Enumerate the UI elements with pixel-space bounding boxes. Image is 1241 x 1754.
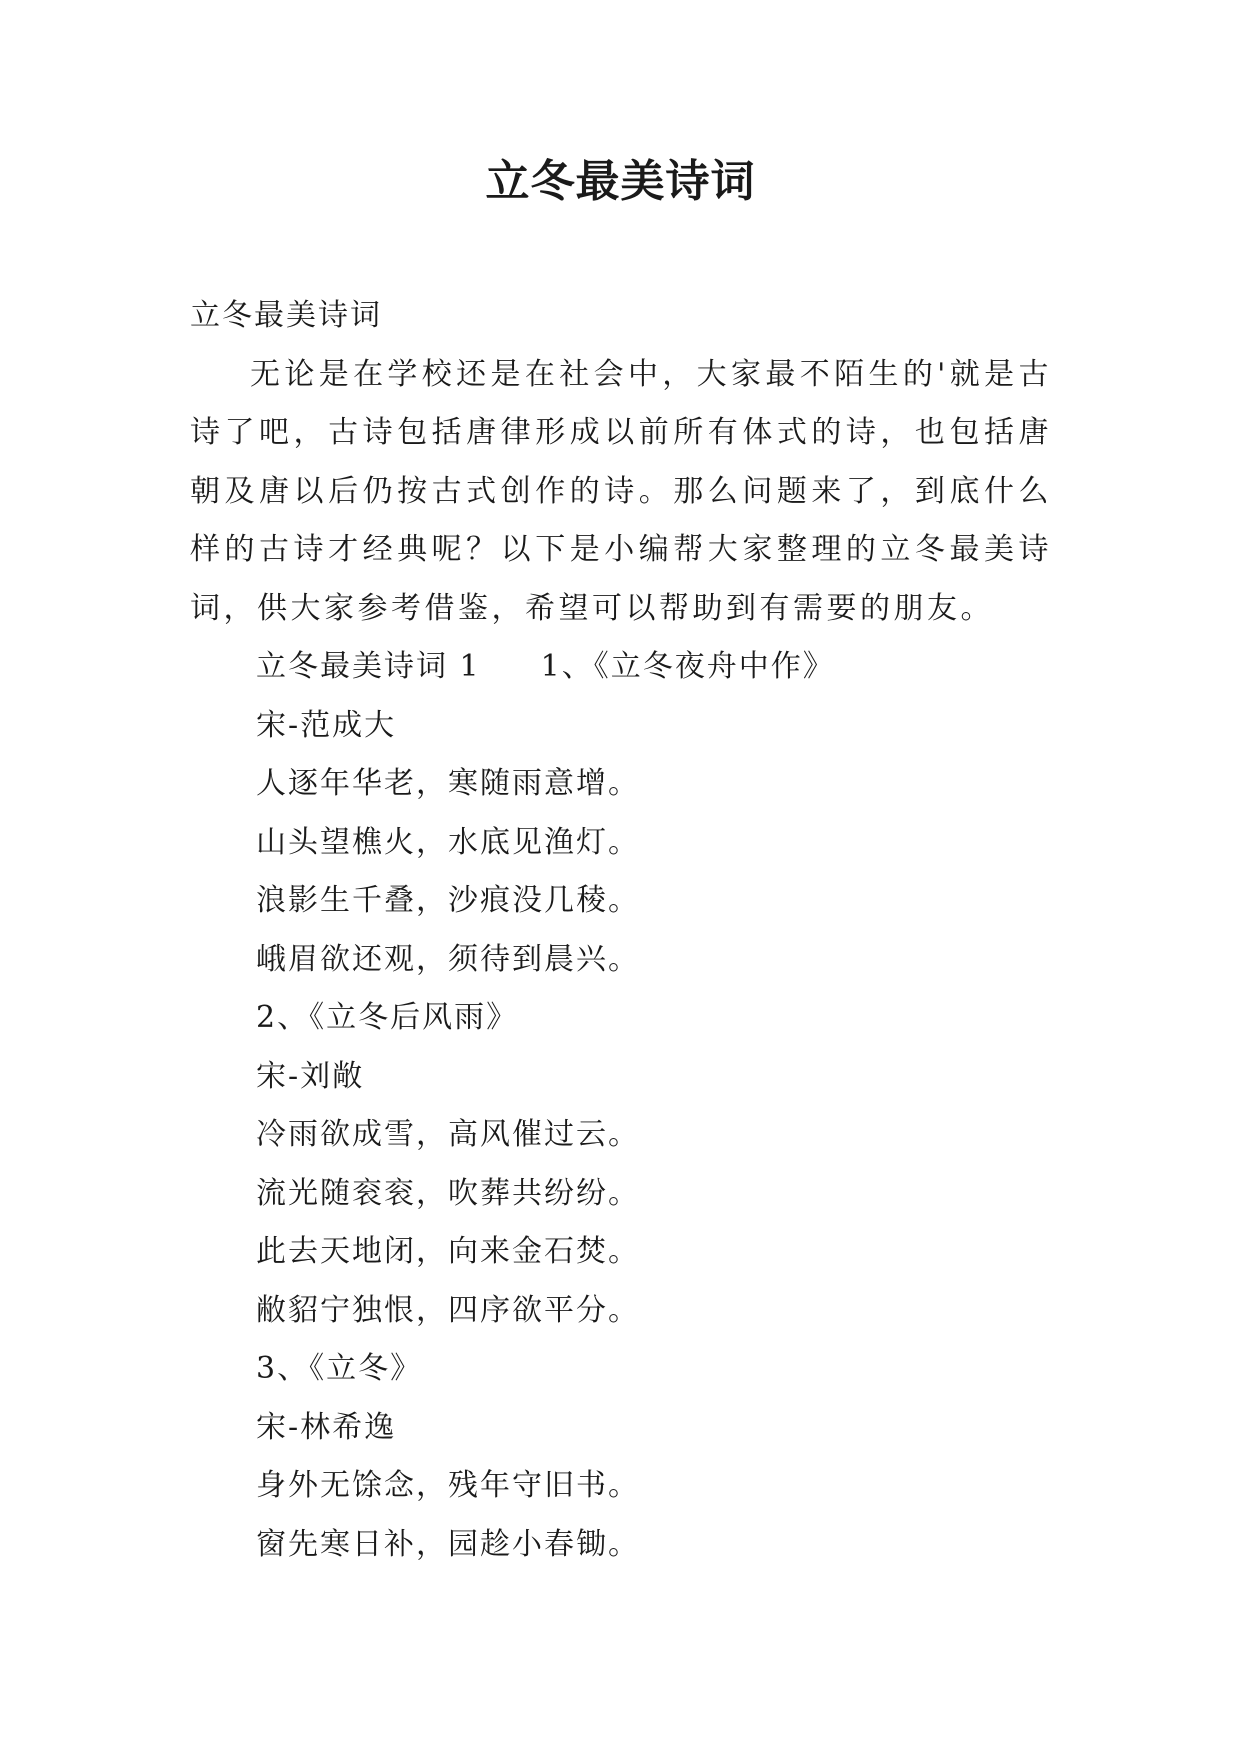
- poem-1-line: 山头望樵火，水底见渔灯。: [256, 824, 640, 860]
- poem-1-line: 浪影生千叠，沙痕没几稜。: [256, 883, 640, 918]
- poem-1-title: 1、《立冬夜舟中作》: [540, 649, 835, 684]
- poem-3-line: 身外无馀念，残年守旧书。: [256, 1468, 640, 1503]
- poem-3-title: 3、《立冬》: [256, 1351, 423, 1386]
- poem-2-line: 此去天地闭，向来金石焚。: [256, 1234, 640, 1269]
- poem-1-line: 峨眉欲还观，须待到晨兴。: [256, 941, 640, 977]
- poem-2-line: 敝貂宁独恨，四序欲平分。: [256, 1292, 640, 1328]
- poem-3-line: 窗先寒日补，园趁小春锄。: [256, 1526, 640, 1562]
- intro-paragraph: 无论是在学校还是在社会中，大家最不陌生的'就是古诗了吧，古诗包括唐律形成以前所有体式的诗，也包括唐朝及唐以后仍按古式创作的诗。那么问题来了，到底什么样的古诗才经典呢？以下是小编帮大家整理的立冬最美诗词，供大家参考借鉴，希望可以帮助到有需要的朋友。: [190, 356, 1052, 626]
- poem-1-line: 人逐年华老，寒随雨意增。: [256, 766, 640, 801]
- document-body: [190, 287, 1052, 1574]
- poem-2-author: 宋-刘敞: [256, 1058, 365, 1094]
- section-label: 立冬最美诗词 1: [256, 649, 481, 684]
- poem-2-line: 冷雨欲成雪，高风催过云。: [256, 1117, 640, 1152]
- section-heading-line: [190, 638, 1052, 697]
- poem-2-title: 2、《立冬后风雨》: [256, 1000, 519, 1035]
- poem-1-author: 宋-范成大: [256, 707, 397, 743]
- subtitle: 立冬最美诗词: [190, 298, 382, 333]
- poem-3-author: 宋-林希逸: [256, 1409, 397, 1445]
- poem-2-line: 流光随衮衮，吹葬共纷纷。: [256, 1175, 640, 1211]
- document-title: 立冬最美诗词: [485, 156, 756, 207]
